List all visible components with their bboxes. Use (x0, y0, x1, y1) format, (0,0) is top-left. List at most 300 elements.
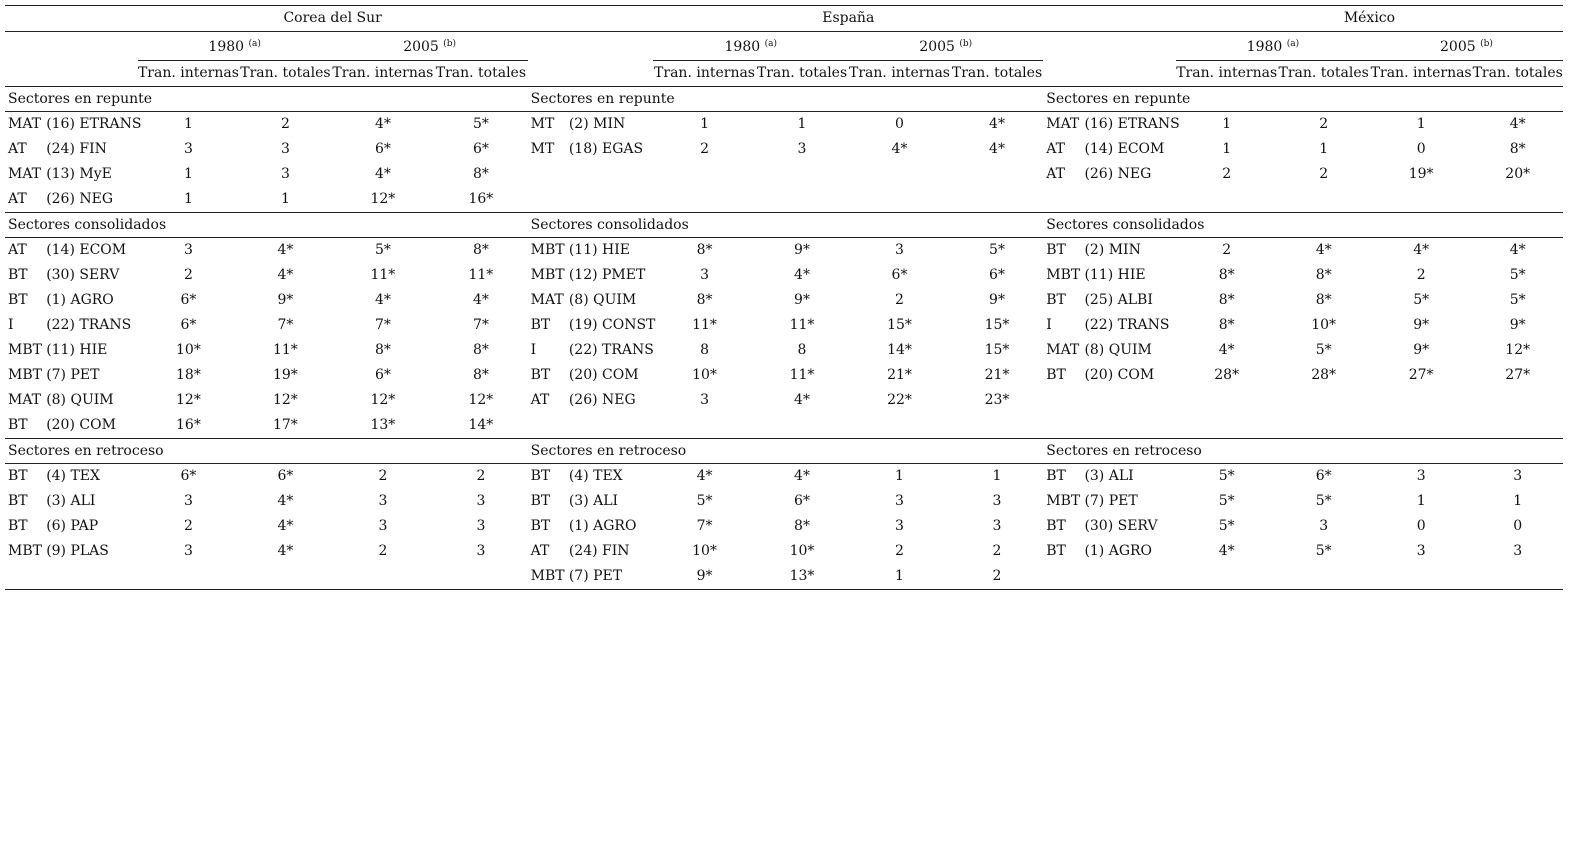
category-code: AT (1046, 166, 1065, 182)
value-cell: 3 (992, 493, 1002, 509)
value-cell: 23* (984, 392, 1010, 408)
empty-cell (528, 187, 566, 213)
table-row (5, 363, 1563, 388)
group-title: Sectores en retroceso (1043, 439, 1563, 464)
value-cell: 4* (277, 518, 294, 534)
sector-name: (16) ETRANS (1084, 116, 1180, 132)
value-cell: 6* (374, 367, 391, 383)
value-cell: 9* (1509, 317, 1526, 333)
value-cell: 5* (1413, 292, 1430, 308)
sector-name: (30) SERV (46, 267, 120, 283)
year-note: (a) (1286, 39, 1300, 49)
value-cell: 27* (1408, 367, 1434, 383)
empty-cell (1081, 413, 1175, 439)
category-code: MAT (8, 116, 42, 132)
category-code: MBT (8, 543, 42, 559)
value-cell: 3 (183, 493, 193, 509)
sector-name: (4) TEX (46, 468, 100, 484)
sector-name: (26) NEG (1084, 166, 1152, 182)
category-code: BT (1046, 543, 1066, 559)
value-cell: 20* (1505, 166, 1531, 182)
empty-cell (1370, 413, 1473, 439)
value-cell: 2 (1222, 166, 1232, 182)
value-cell: 1 (183, 166, 193, 182)
value-cell: 10* (789, 543, 815, 559)
table-row (5, 539, 1563, 564)
sector-name: (1) AGRO (1084, 543, 1153, 559)
value-cell: 15* (984, 342, 1010, 358)
value-cell: 4* (794, 468, 810, 484)
group-title: Sectores en repunte (528, 87, 1044, 112)
empty-cell (848, 187, 951, 213)
year-header (138, 32, 332, 61)
column-header: Tran. totales (756, 61, 848, 87)
value-cell: 5* (989, 242, 1005, 258)
value-cell: 5* (1509, 292, 1526, 308)
year-header (1176, 32, 1370, 61)
country-header: España (653, 6, 1043, 32)
year-header (1370, 32, 1563, 61)
value-cell: 4* (794, 267, 810, 283)
empty-cell (951, 187, 1043, 213)
sector-name: (25) ALBI (1084, 292, 1153, 308)
value-cell: 4* (794, 392, 810, 408)
table-row (5, 514, 1563, 539)
category-code: BT (1046, 242, 1066, 258)
empty-cell (1043, 564, 1081, 590)
value-cell: 2 (183, 518, 193, 534)
group-title: Sectores en retroceso (528, 439, 1044, 464)
year-note: (b) (1480, 39, 1493, 49)
value-cell: 11* (468, 267, 494, 283)
empty-cell (1277, 187, 1369, 213)
table-row (5, 112, 1563, 138)
sector-name: (14) ECOM (46, 242, 127, 258)
category-code: MT (530, 116, 555, 132)
empty-cell (756, 187, 848, 213)
empty-cell (528, 61, 566, 87)
empty-cell (566, 162, 653, 187)
value-cell: 4* (989, 116, 1005, 132)
value-cell: 3 (895, 493, 904, 509)
table-row (5, 338, 1563, 363)
table-row (5, 162, 1563, 187)
category-code: MBT (528, 564, 566, 590)
value-cell: 8* (472, 166, 489, 182)
year-label: 1980 (724, 39, 761, 55)
table-row (5, 238, 1563, 264)
value-cell: 4* (1509, 116, 1526, 132)
value-cell: 3 (476, 518, 486, 534)
sector-name: (8) QUIM (46, 392, 114, 408)
empty-cell (1043, 61, 1081, 87)
category-code: BT (8, 292, 28, 308)
value-cell: 5* (1315, 493, 1332, 509)
value-cell: 6* (794, 493, 810, 509)
value-cell: 12* (176, 392, 201, 408)
value-cell: 3 (183, 242, 193, 258)
value-cell: 6* (277, 468, 294, 484)
category-code: BT (1046, 367, 1066, 383)
value-cell: 15* (887, 317, 912, 333)
value-cell: 4* (277, 242, 294, 258)
value-cell: 5* (1315, 543, 1332, 559)
value-cell: 5* (374, 242, 391, 258)
year-note: (a) (248, 39, 261, 49)
value-cell: 27* (1505, 367, 1531, 383)
sector-name: (19) CONST (568, 317, 656, 333)
sector-name: (8) QUIM (568, 292, 637, 308)
table-row (5, 187, 1563, 213)
value-cell: 4* (277, 543, 294, 559)
group-title: Sectores consolidados (5, 213, 528, 238)
table-row (5, 413, 1563, 439)
value-cell: 3 (280, 166, 290, 182)
column-header: Tran. totales (951, 61, 1043, 87)
value-cell: 9* (1413, 342, 1430, 358)
column-header: Tran. totales (1472, 61, 1563, 87)
sector-name: (7) PET (1084, 493, 1138, 509)
value-cell: 4* (696, 468, 713, 484)
value-cell: 1 (1319, 141, 1329, 157)
table-row (5, 263, 1563, 288)
value-cell: 1 (1416, 116, 1426, 132)
category-code: BT (530, 367, 551, 383)
empty-cell (1043, 6, 1081, 32)
empty-cell (138, 564, 240, 590)
sector-name: (12) PMET (568, 267, 646, 283)
value-cell: 12* (332, 187, 435, 213)
value-cell: 3 (476, 493, 486, 509)
year-header (848, 32, 1043, 61)
empty-cell (1176, 187, 1278, 213)
category-code: AT (1046, 141, 1065, 157)
category-code: AT (8, 242, 27, 258)
empty-cell (951, 413, 1043, 439)
category-code: BT (530, 468, 551, 484)
value-cell: 1 (992, 468, 1002, 484)
value-cell: 7* (277, 317, 294, 333)
value-cell: 4* (1218, 543, 1235, 559)
value-cell: 2 (1319, 166, 1329, 182)
value-cell: 3 (476, 543, 486, 559)
value-cell: 28* (1214, 367, 1240, 383)
value-cell: 2 (378, 468, 388, 484)
value-cell: 4* (1315, 242, 1332, 258)
value-cell: 11* (370, 267, 396, 283)
sector-name: (30) SERV (1084, 518, 1158, 534)
empty-cell (566, 32, 653, 61)
value-cell: 4* (277, 267, 294, 283)
category-code: MBT (1046, 493, 1081, 509)
value-cell: 14* (434, 413, 527, 439)
value-cell: 0 (1513, 518, 1523, 534)
value-cell: 8* (1218, 317, 1235, 333)
empty-cell (653, 187, 756, 213)
value-cell: 13* (756, 564, 848, 590)
value-cell: 5* (1218, 518, 1235, 534)
value-cell: 8* (1315, 267, 1332, 283)
sector-name: (11) HIE (568, 242, 630, 258)
empty-cell (1370, 388, 1473, 413)
empty-cell (528, 413, 566, 439)
empty-cell (528, 32, 566, 61)
country-header: Corea del Sur (138, 6, 528, 32)
year-note: (b) (959, 39, 973, 49)
value-cell: 4* (989, 141, 1005, 157)
value-cell: 2 (183, 267, 193, 283)
empty-cell (5, 32, 43, 61)
value-cell: 11* (272, 342, 298, 358)
value-cell: 12* (1505, 342, 1531, 358)
sector-name: (1) AGRO (568, 518, 637, 534)
empty-cell (5, 61, 43, 87)
value-cell: 8* (472, 242, 489, 258)
value-cell: 5* (1509, 267, 1526, 283)
category-code: MAT (8, 166, 42, 182)
empty-cell (528, 6, 566, 32)
sector-name: (6) PAP (46, 518, 99, 534)
category-code: BT (530, 317, 551, 333)
empty-cell (434, 564, 527, 590)
value-cell: 1 (700, 116, 709, 132)
empty-cell (1043, 413, 1081, 439)
empty-cell (43, 61, 137, 87)
table-row (5, 388, 1563, 413)
value-cell: 3 (183, 543, 193, 559)
country-header: México (1176, 6, 1563, 32)
sector-name: (1) AGRO (46, 292, 114, 308)
value-cell: 2 (951, 564, 1043, 590)
value-cell: 12* (370, 392, 396, 408)
empty-cell (848, 162, 951, 187)
value-cell: 3 (895, 518, 904, 534)
value-cell: 5* (696, 493, 713, 509)
value-cell: 17* (239, 413, 331, 439)
value-cell: 1 (239, 187, 331, 213)
category-code: BT (5, 413, 43, 439)
sector-name: (18) EGAS (568, 141, 644, 157)
value-cell: 21* (984, 367, 1010, 383)
value-cell: 21* (887, 367, 912, 383)
value-cell: 8* (1315, 292, 1332, 308)
value-cell: 19* (1408, 166, 1434, 182)
column-header: Tran. totales (1277, 61, 1369, 87)
value-cell: 2 (378, 543, 388, 559)
empty-cell (43, 564, 137, 590)
group-title: Sectores en repunte (1043, 87, 1563, 112)
empty-cell (1472, 564, 1563, 590)
empty-cell (566, 61, 653, 87)
value-cell: 8* (472, 367, 489, 383)
sector-name: (3) ALI (568, 493, 619, 509)
value-cell: 1 (183, 116, 193, 132)
empty-cell (848, 413, 951, 439)
sector-name: (4) TEX (568, 468, 623, 484)
value-cell: 1 (895, 468, 904, 484)
empty-cell (1277, 413, 1369, 439)
value-cell: 1 (848, 564, 951, 590)
value-cell: 8* (472, 342, 489, 358)
year-label: 2005 (919, 39, 955, 55)
sector-name: (8) QUIM (1084, 342, 1152, 358)
category-code: MBT (530, 242, 565, 258)
category-code: AT (530, 543, 550, 559)
value-cell: 8* (1218, 267, 1235, 283)
empty-cell (1370, 187, 1473, 213)
value-cell: 3 (280, 141, 290, 157)
value-cell: 9* (794, 292, 810, 308)
table-row (5, 137, 1563, 162)
empty-cell (1176, 388, 1278, 413)
empty-cell (43, 32, 137, 61)
category-code: AT (530, 392, 550, 408)
column-header: Tran. internas (653, 61, 756, 87)
value-cell: 11* (692, 317, 717, 333)
value-cell: 10* (692, 367, 717, 383)
value-cell: 4* (1218, 342, 1235, 358)
empty-cell (528, 162, 566, 187)
value-cell: 1 (1222, 116, 1232, 132)
value-cell: 2 (895, 543, 904, 559)
value-cell: 10* (1311, 317, 1337, 333)
empty-cell (1277, 564, 1369, 590)
empty-cell (239, 564, 331, 590)
value-cell: 5* (1218, 493, 1235, 509)
empty-cell (566, 187, 653, 213)
table-row (5, 288, 1563, 313)
empty-cell (1370, 564, 1473, 590)
value-cell: 2 (992, 543, 1002, 559)
category-code: BT (1046, 518, 1066, 534)
value-cell: 6* (180, 468, 197, 484)
value-cell: 6* (180, 292, 197, 308)
empty-cell (756, 162, 848, 187)
value-cell: 4* (374, 116, 391, 132)
sector-name: (11) HIE (46, 342, 108, 358)
value-cell: 8* (696, 292, 713, 308)
value-cell: 4* (374, 166, 391, 182)
category-code: MBT (530, 267, 565, 283)
year-note: (a) (764, 39, 777, 49)
category-code: BT (530, 493, 551, 509)
value-cell: 4* (1413, 242, 1430, 258)
value-cell: 0 (1416, 518, 1426, 534)
value-cell: 3 (1513, 468, 1523, 484)
value-cell: 2 (1416, 267, 1426, 283)
sector-name: (26) NEG (43, 187, 137, 213)
value-cell: 9* (989, 292, 1005, 308)
value-cell: 7* (472, 317, 489, 333)
value-cell: 1 (1513, 493, 1523, 509)
empty-cell (1472, 187, 1563, 213)
value-cell: 8* (696, 242, 713, 258)
empty-cell (951, 162, 1043, 187)
value-cell: 6* (180, 317, 197, 333)
value-cell: 5* (1315, 342, 1332, 358)
category-code: MBT (1046, 267, 1081, 283)
value-cell: 9* (1413, 317, 1430, 333)
empty-cell (5, 6, 43, 32)
empty-cell (566, 413, 653, 439)
empty-cell (1176, 564, 1278, 590)
value-cell: 14* (887, 342, 912, 358)
year-header (332, 32, 528, 61)
category-code: AT (5, 187, 43, 213)
sector-name: (2) MIN (568, 116, 626, 132)
column-header: Tran. internas (138, 61, 240, 87)
sector-name: (14) ECOM (1084, 141, 1165, 157)
value-cell: 6* (989, 267, 1005, 283)
category-code: I (530, 342, 537, 358)
value-cell: 3 (1319, 518, 1329, 534)
empty-cell (653, 413, 756, 439)
value-cell: 13* (332, 413, 435, 439)
value-cell: 16* (434, 187, 527, 213)
value-cell: 3 (1416, 468, 1426, 484)
value-cell: 19* (272, 367, 298, 383)
group-title: Sectores consolidados (528, 213, 1044, 238)
year-header (653, 32, 848, 61)
value-cell: 5* (472, 116, 489, 132)
value-cell: 3 (992, 518, 1002, 534)
value-cell: 2 (1222, 242, 1232, 258)
empty-cell (1081, 388, 1175, 413)
year-label: 1980 (208, 39, 245, 55)
year-label: 1980 (1246, 39, 1283, 55)
value-cell: 3 (183, 141, 193, 157)
table-row (5, 313, 1563, 338)
value-cell: 1 (1416, 493, 1426, 509)
value-cell: 8* (794, 518, 810, 534)
value-cell: 3 (1513, 543, 1523, 559)
category-code: BT (8, 468, 28, 484)
value-cell: 3 (378, 518, 388, 534)
value-cell: 10* (176, 342, 201, 358)
category-code: BT (530, 518, 551, 534)
sector-name: (11) HIE (1084, 267, 1146, 283)
sector-name: (3) ALI (1084, 468, 1134, 484)
sector-name: (20) COM (43, 413, 137, 439)
category-code: BT (8, 493, 28, 509)
empty-cell (1043, 388, 1081, 413)
sector-name: (20) COM (568, 367, 639, 383)
value-cell: 8* (1218, 292, 1235, 308)
sector-name: (16) ETRANS (46, 116, 142, 132)
value-cell: 9* (277, 292, 294, 308)
empty-cell (756, 413, 848, 439)
value-cell: 9* (794, 242, 810, 258)
value-cell: 6* (1315, 468, 1332, 484)
group-title: Sectores en retroceso (5, 439, 528, 464)
category-code: I (1046, 317, 1052, 333)
value-cell: 12* (468, 392, 494, 408)
value-cell: 2 (895, 292, 904, 308)
sector-name: (7) PET (566, 564, 653, 590)
value-cell: 1 (797, 116, 807, 132)
category-code: MBT (8, 342, 42, 358)
sector-name: (24) FIN (46, 141, 107, 157)
category-code: BT (1046, 468, 1066, 484)
empty-cell (1081, 6, 1175, 32)
column-header: Tran. internas (1176, 61, 1278, 87)
value-cell: 4* (277, 493, 294, 509)
value-cell: 8* (1509, 141, 1526, 157)
empty-cell (1472, 413, 1563, 439)
sector-name: (22) TRANS (568, 342, 654, 358)
value-cell: 12* (272, 392, 298, 408)
value-cell: 8 (700, 342, 709, 358)
